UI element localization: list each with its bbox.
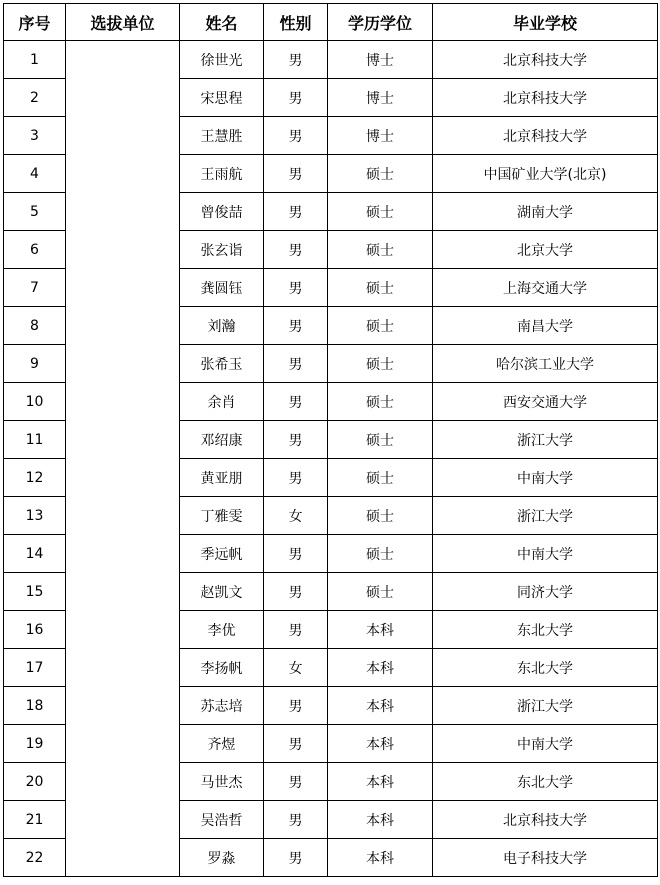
gender-cell: 男	[264, 41, 328, 79]
name-cell: 曾俊喆	[180, 193, 264, 231]
school-cell: 东北大学	[433, 649, 658, 687]
name-cell: 王慧胜	[180, 117, 264, 155]
gender-cell: 男	[264, 535, 328, 573]
degree-cell: 博士	[328, 41, 433, 79]
degree-cell: 硕士	[328, 421, 433, 459]
seq-cell: 21	[4, 801, 66, 839]
name-cell: 宋思程	[180, 79, 264, 117]
name-cell: 季远帆	[180, 535, 264, 573]
table-body	[4, 41, 658, 877]
school-cell: 中南大学	[433, 535, 658, 573]
table-header-row	[4, 4, 658, 41]
header-gender: 性别	[264, 4, 328, 41]
table-row	[4, 41, 658, 79]
gender-cell: 男	[264, 383, 328, 421]
school-cell: 中国矿业大学(北京)	[433, 155, 658, 193]
degree-cell: 博士	[328, 117, 433, 155]
gender-cell: 男	[264, 193, 328, 231]
seq-cell: 3	[4, 117, 66, 155]
seq-cell: 19	[4, 725, 66, 763]
name-cell: 邓绍康	[180, 421, 264, 459]
seq-cell: 11	[4, 421, 66, 459]
gender-cell: 男	[264, 345, 328, 383]
school-cell: 中南大学	[433, 459, 658, 497]
school-cell: 西安交通大学	[433, 383, 658, 421]
name-cell: 吴浩哲	[180, 801, 264, 839]
school-cell: 北京科技大学	[433, 117, 658, 155]
gender-cell: 男	[264, 573, 328, 611]
name-cell: 龚圆钰	[180, 269, 264, 307]
school-cell: 东北大学	[433, 611, 658, 649]
school-cell: 浙江大学	[433, 421, 658, 459]
degree-cell: 本科	[328, 649, 433, 687]
gender-cell: 男	[264, 801, 328, 839]
seq-cell: 18	[4, 687, 66, 725]
gender-cell: 男	[264, 117, 328, 155]
degree-cell: 硕士	[328, 535, 433, 573]
degree-cell: 本科	[328, 763, 433, 801]
header-name: 姓名	[180, 4, 264, 41]
header-degree: 学历学位	[328, 4, 433, 41]
gender-cell: 女	[264, 497, 328, 535]
gender-cell: 男	[264, 611, 328, 649]
header-school: 毕业学校	[433, 4, 658, 41]
gender-cell: 女	[264, 649, 328, 687]
gender-cell: 男	[264, 725, 328, 763]
name-cell: 赵凯文	[180, 573, 264, 611]
name-cell: 黄亚朋	[180, 459, 264, 497]
school-cell: 浙江大学	[433, 687, 658, 725]
seq-cell: 13	[4, 497, 66, 535]
seq-cell: 16	[4, 611, 66, 649]
gender-cell: 男	[264, 421, 328, 459]
seq-cell: 17	[4, 649, 66, 687]
seq-cell: 15	[4, 573, 66, 611]
degree-cell: 硕士	[328, 459, 433, 497]
name-cell: 罗淼	[180, 839, 264, 877]
degree-cell: 硕士	[328, 497, 433, 535]
degree-cell: 博士	[328, 79, 433, 117]
school-cell: 浙江大学	[433, 497, 658, 535]
gender-cell: 男	[264, 269, 328, 307]
name-cell: 刘瀚	[180, 307, 264, 345]
name-cell: 王雨航	[180, 155, 264, 193]
school-cell: 电子科技大学	[433, 839, 658, 877]
degree-cell: 硕士	[328, 193, 433, 231]
gender-cell: 男	[264, 459, 328, 497]
name-cell: 余肖	[180, 383, 264, 421]
degree-cell: 本科	[328, 801, 433, 839]
seq-cell: 20	[4, 763, 66, 801]
degree-cell: 硕士	[328, 345, 433, 383]
degree-cell: 硕士	[328, 383, 433, 421]
seq-cell: 9	[4, 345, 66, 383]
seq-cell: 10	[4, 383, 66, 421]
gender-cell: 男	[264, 687, 328, 725]
school-cell: 南昌大学	[433, 307, 658, 345]
seq-cell: 8	[4, 307, 66, 345]
degree-cell: 硕士	[328, 231, 433, 269]
header-seq: 序号	[4, 4, 66, 41]
school-cell: 北京科技大学	[433, 41, 658, 79]
results-table	[3, 3, 658, 877]
name-cell: 苏志培	[180, 687, 264, 725]
gender-cell: 男	[264, 307, 328, 345]
name-cell: 李扬帆	[180, 649, 264, 687]
name-cell: 齐煜	[180, 725, 264, 763]
results-table-container	[3, 3, 658, 877]
name-cell: 李优	[180, 611, 264, 649]
school-cell: 东北大学	[433, 763, 658, 801]
seq-cell: 12	[4, 459, 66, 497]
school-cell: 中南大学	[433, 725, 658, 763]
name-cell: 张玄诣	[180, 231, 264, 269]
name-cell: 马世杰	[180, 763, 264, 801]
seq-cell: 4	[4, 155, 66, 193]
gender-cell: 男	[264, 839, 328, 877]
school-cell: 北京科技大学	[433, 79, 658, 117]
gender-cell: 男	[264, 231, 328, 269]
school-cell: 湖南大学	[433, 193, 658, 231]
degree-cell: 本科	[328, 839, 433, 877]
school-cell: 上海交通大学	[433, 269, 658, 307]
header-unit: 选拔单位	[66, 4, 180, 41]
name-cell: 徐世光	[180, 41, 264, 79]
seq-cell: 6	[4, 231, 66, 269]
name-cell: 张希玉	[180, 345, 264, 383]
gender-cell: 男	[264, 79, 328, 117]
name-cell: 丁雅雯	[180, 497, 264, 535]
degree-cell: 硕士	[328, 269, 433, 307]
school-cell: 北京大学	[433, 231, 658, 269]
degree-cell: 本科	[328, 725, 433, 763]
school-cell: 哈尔滨工业大学	[433, 345, 658, 383]
degree-cell: 本科	[328, 611, 433, 649]
seq-cell: 5	[4, 193, 66, 231]
gender-cell: 男	[264, 155, 328, 193]
degree-cell: 本科	[328, 687, 433, 725]
seq-cell: 2	[4, 79, 66, 117]
seq-cell: 14	[4, 535, 66, 573]
school-cell: 同济大学	[433, 573, 658, 611]
degree-cell: 硕士	[328, 573, 433, 611]
gender-cell: 男	[264, 763, 328, 801]
unit-cell	[66, 41, 180, 877]
degree-cell: 硕士	[328, 155, 433, 193]
seq-cell: 7	[4, 269, 66, 307]
seq-cell: 22	[4, 839, 66, 877]
school-cell: 北京科技大学	[433, 801, 658, 839]
degree-cell: 硕士	[328, 307, 433, 345]
seq-cell: 1	[4, 41, 66, 79]
